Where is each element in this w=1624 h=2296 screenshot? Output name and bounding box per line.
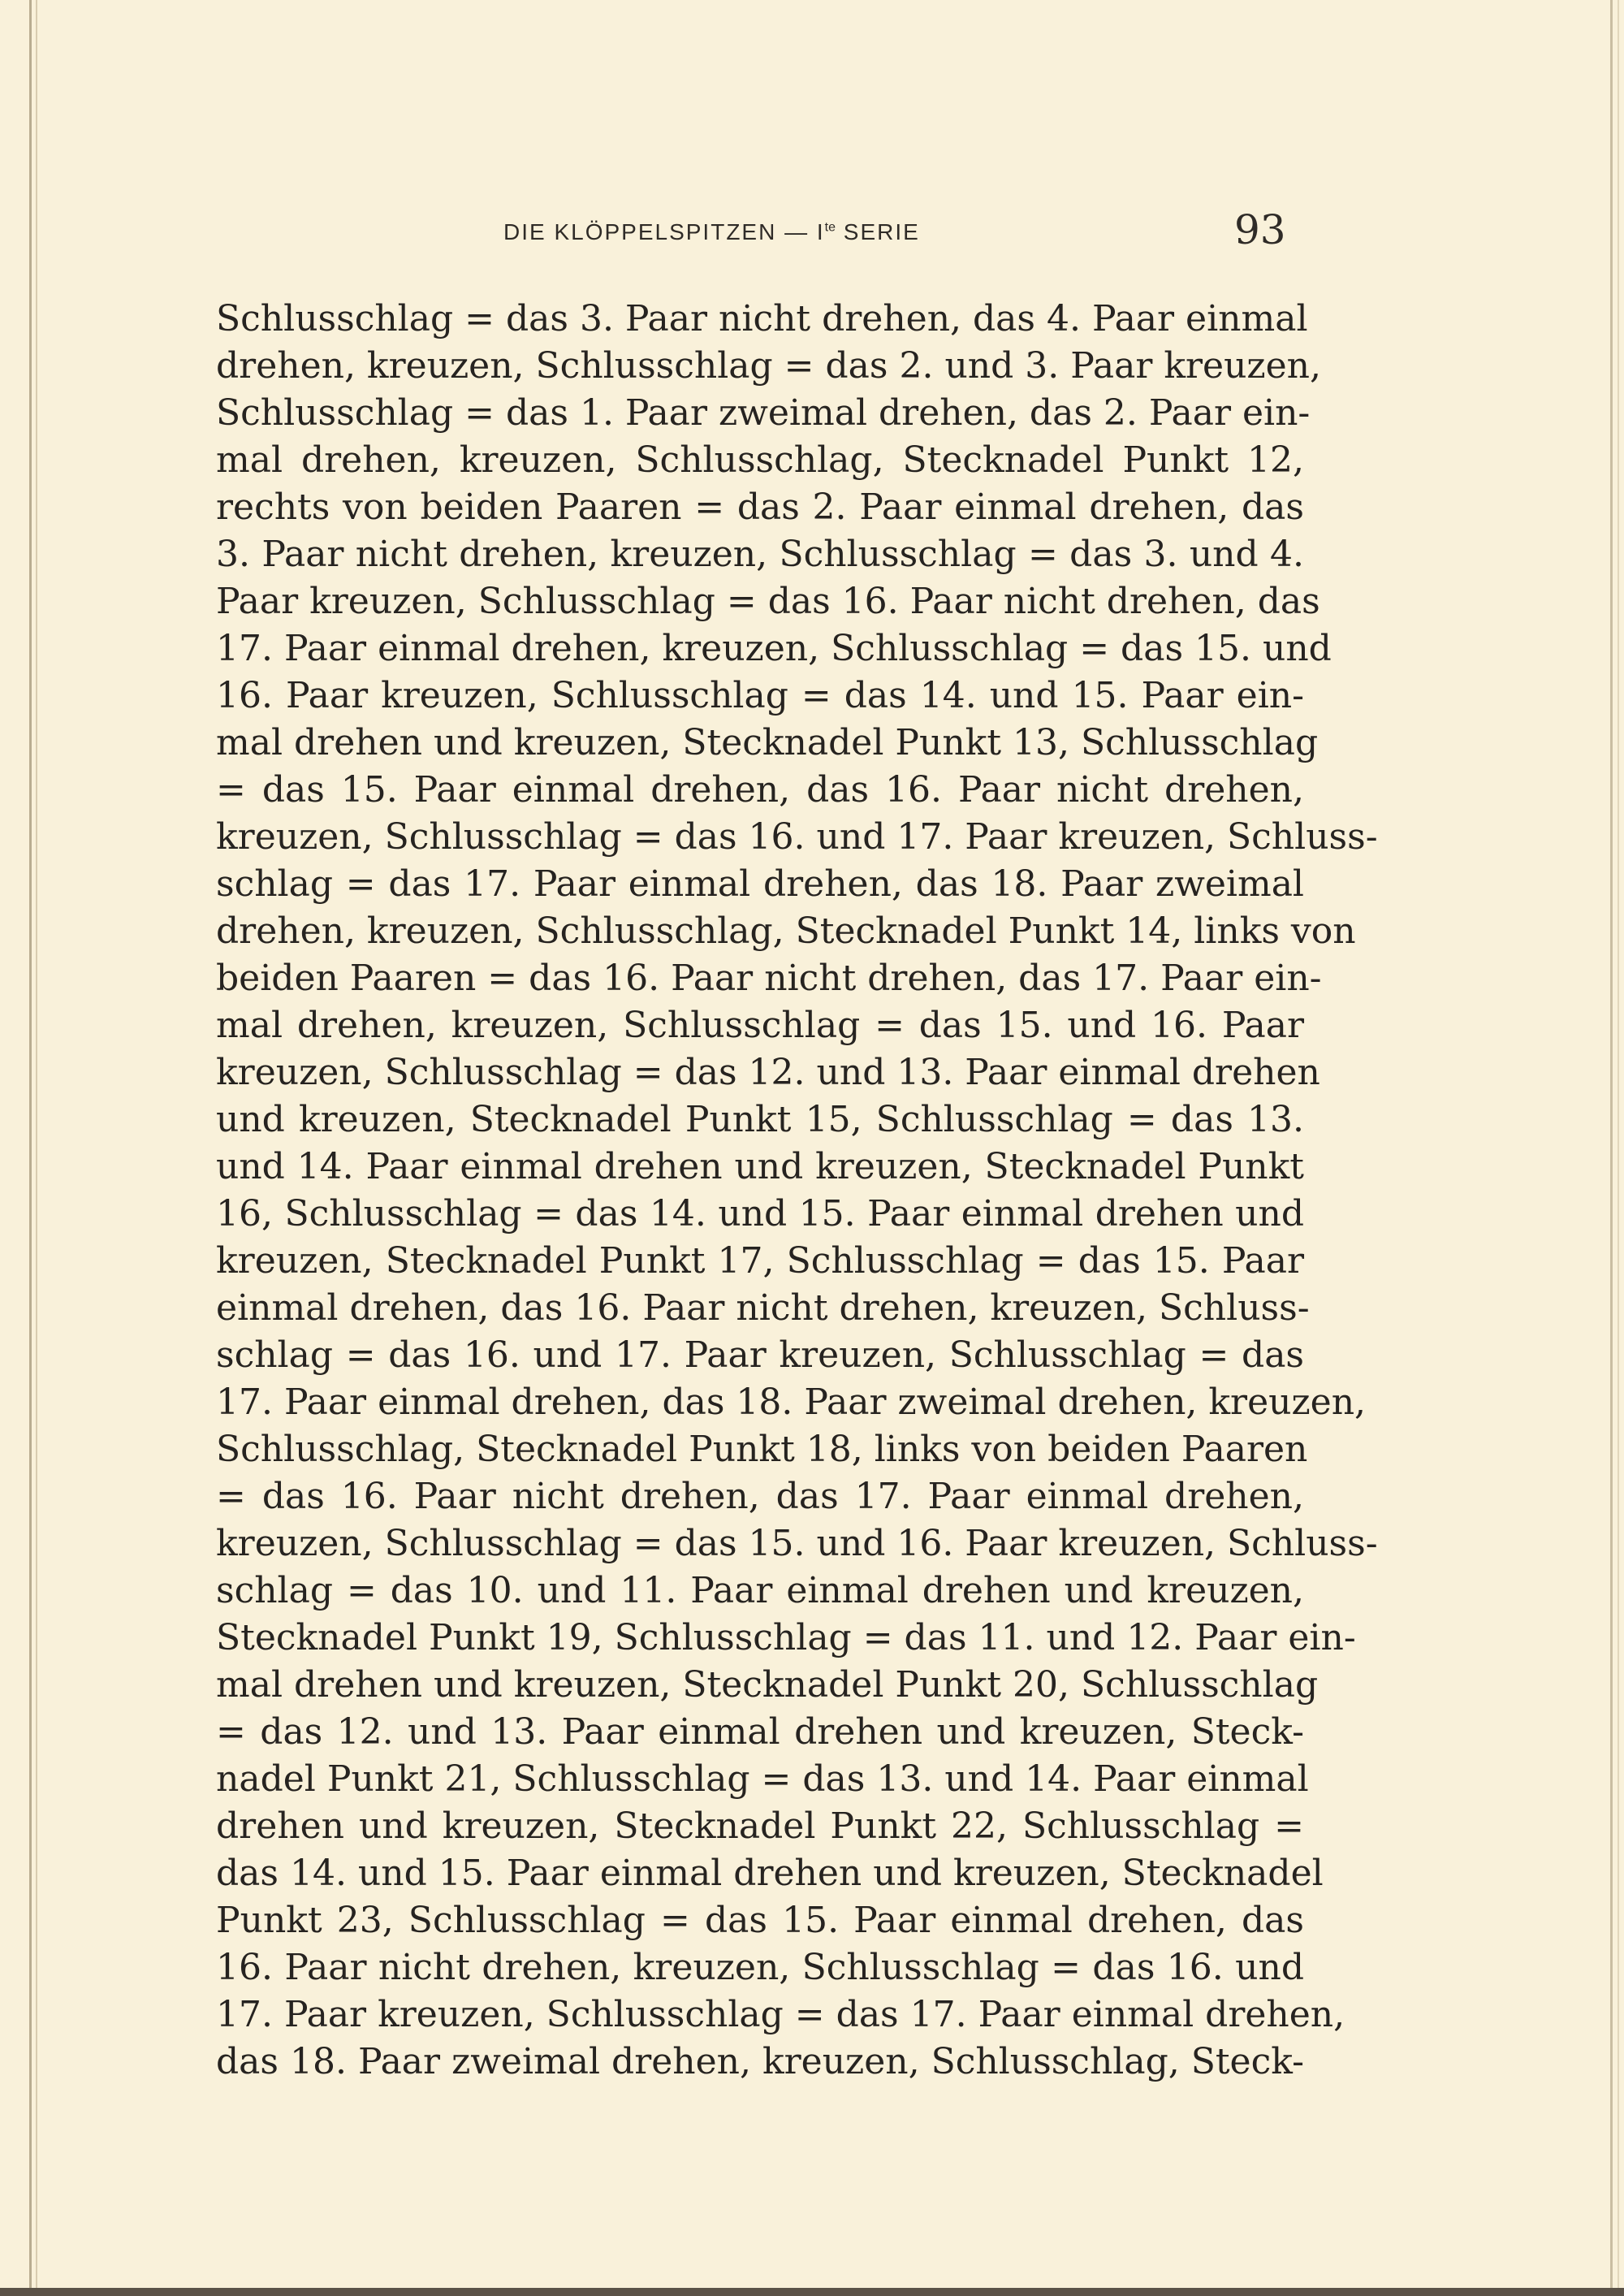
text-line: kreuzen, Schlusschlag = das 16. und 17. Paar kreuzen, Schluss- <box>216 816 1378 858</box>
text-line: Schlusschlag, Stecknadel Punkt 18, links von beiden Paaren <box>216 1429 1308 1470</box>
text-line: drehen, kreuzen, Schlusschlag, Stecknadel Punkt 14, links von <box>216 910 1356 952</box>
running-header <box>503 219 920 245</box>
text-line: das 14. und 15. Paar einmal drehen und kreuzen, Stecknadel <box>216 1853 1324 1894</box>
text-line: und 14. Paar einmal drehen und kreuzen, Stecknadel Punkt <box>216 1146 1304 1187</box>
text-line: 16, Schlusschlag = das 14. und 15. Paar einmal drehen und <box>216 1193 1304 1234</box>
left-page-shadow <box>36 0 37 2296</box>
text-line: Schlusschlag = das 3. Paar nicht drehen, das 4. Paar einmal <box>216 298 1308 339</box>
text-line: Punkt 23, Schlusschlag = das 15. Paar einmal drehen, das <box>216 1900 1304 1941</box>
text-line: kreuzen, Stecknadel Punkt 17, Schlusschlag = das 15. Paar <box>216 1240 1304 1282</box>
text-line: = das 12. und 13. Paar einmal drehen und kreuzen, Steck- <box>216 1711 1304 1753</box>
text-line: mal drehen, kreuzen, Schlusschlag, Stecknadel Punkt 12, <box>216 439 1304 481</box>
header-title-prefix: DIE KLÖPPELSPITZEN — I <box>503 219 825 244</box>
text-line: kreuzen, Schlusschlag = das 15. und 16. Paar kreuzen, Schluss- <box>216 1523 1378 1564</box>
text-line: = das 16. Paar nicht drehen, das 17. Paar einmal drehen, <box>216 1476 1304 1517</box>
text-line: mal drehen und kreuzen, Stecknadel Punkt 13, Schlusschlag <box>216 722 1319 763</box>
header-title-superscript: te <box>824 220 836 235</box>
text-line: einmal drehen, das 16. Paar nicht drehen, kreuzen, Schluss- <box>216 1287 1310 1329</box>
text-line: 16. Paar kreuzen, Schlusschlag = das 14. und 15. Paar ein- <box>216 675 1304 716</box>
text-line: das 18. Paar zweimal drehen, kreuzen, Schlusschlag, Steck- <box>216 2041 1304 2082</box>
text-line: = das 15. Paar einmal drehen, das 16. Paar nicht drehen, <box>216 769 1304 811</box>
text-line: rechts von beiden Paaren = das 2. Paar einmal drehen, das <box>216 486 1304 528</box>
text-line: 17. Paar kreuzen, Schlusschlag = das 17. Paar einmal drehen, <box>216 1994 1345 2035</box>
text-line: mal drehen, kreuzen, Schlusschlag = das 15. und 16. Paar <box>216 1005 1304 1046</box>
text-line: drehen und kreuzen, Stecknadel Punkt 22, Schlusschlag = <box>216 1805 1304 1847</box>
text-line: nadel Punkt 21, Schlusschlag = das 13. und 14. Paar einmal <box>216 1758 1309 1800</box>
bottom-page-edge <box>0 2288 1624 2296</box>
header-title-suffix: SERIE <box>836 219 920 244</box>
text-line: 17. Paar einmal drehen, das 18. Paar zweimal drehen, kreuzen, <box>216 1381 1367 1423</box>
page-number: 93 <box>1234 206 1286 253</box>
text-line: und kreuzen, Stecknadel Punkt 15, Schlusschlag = das 13. <box>216 1099 1304 1140</box>
text-line: schlag = das 17. Paar einmal drehen, das 18. Paar zweimal <box>216 863 1304 905</box>
text-line: 16. Paar nicht drehen, kreuzen, Schlusschlag = das 16. und <box>216 1947 1304 1988</box>
text-line: Stecknadel Punkt 19, Schlusschlag = das 11. und 12. Paar ein- <box>216 1617 1356 1658</box>
text-line: kreuzen, Schlusschlag = das 12. und 13. Paar einmal drehen <box>216 1052 1320 1093</box>
text-line: schlag = das 16. und 17. Paar kreuzen, Schlusschlag = das <box>216 1334 1304 1376</box>
right-page-edge <box>1610 0 1613 2296</box>
text-line: drehen, kreuzen, Schlusschlag = das 2. und 3. Paar kreuzen, <box>216 345 1321 387</box>
text-line: schlag = das 10. und 11. Paar einmal drehen und kreuzen, <box>216 1570 1304 1611</box>
text-line: mal drehen und kreuzen, Stecknadel Punkt 20, Schlusschlag <box>216 1664 1319 1706</box>
right-page-shadow <box>1618 0 1619 2296</box>
text-line: Schlusschlag = das 1. Paar zweimal drehen, das 2. Paar ein- <box>216 392 1311 434</box>
text-line: 17. Paar einmal drehen, kreuzen, Schlusschlag = das 15. und <box>216 628 1332 669</box>
text-line: 3. Paar nicht drehen, kreuzen, Schlusschlag = das 3. und 4. <box>216 534 1304 575</box>
text-line: beiden Paaren = das 16. Paar nicht drehen, das 17. Paar ein- <box>216 958 1322 999</box>
text-line: Paar kreuzen, Schlusschlag = das 16. Paar nicht drehen, das <box>216 581 1320 622</box>
left-page-edge <box>29 0 32 2296</box>
